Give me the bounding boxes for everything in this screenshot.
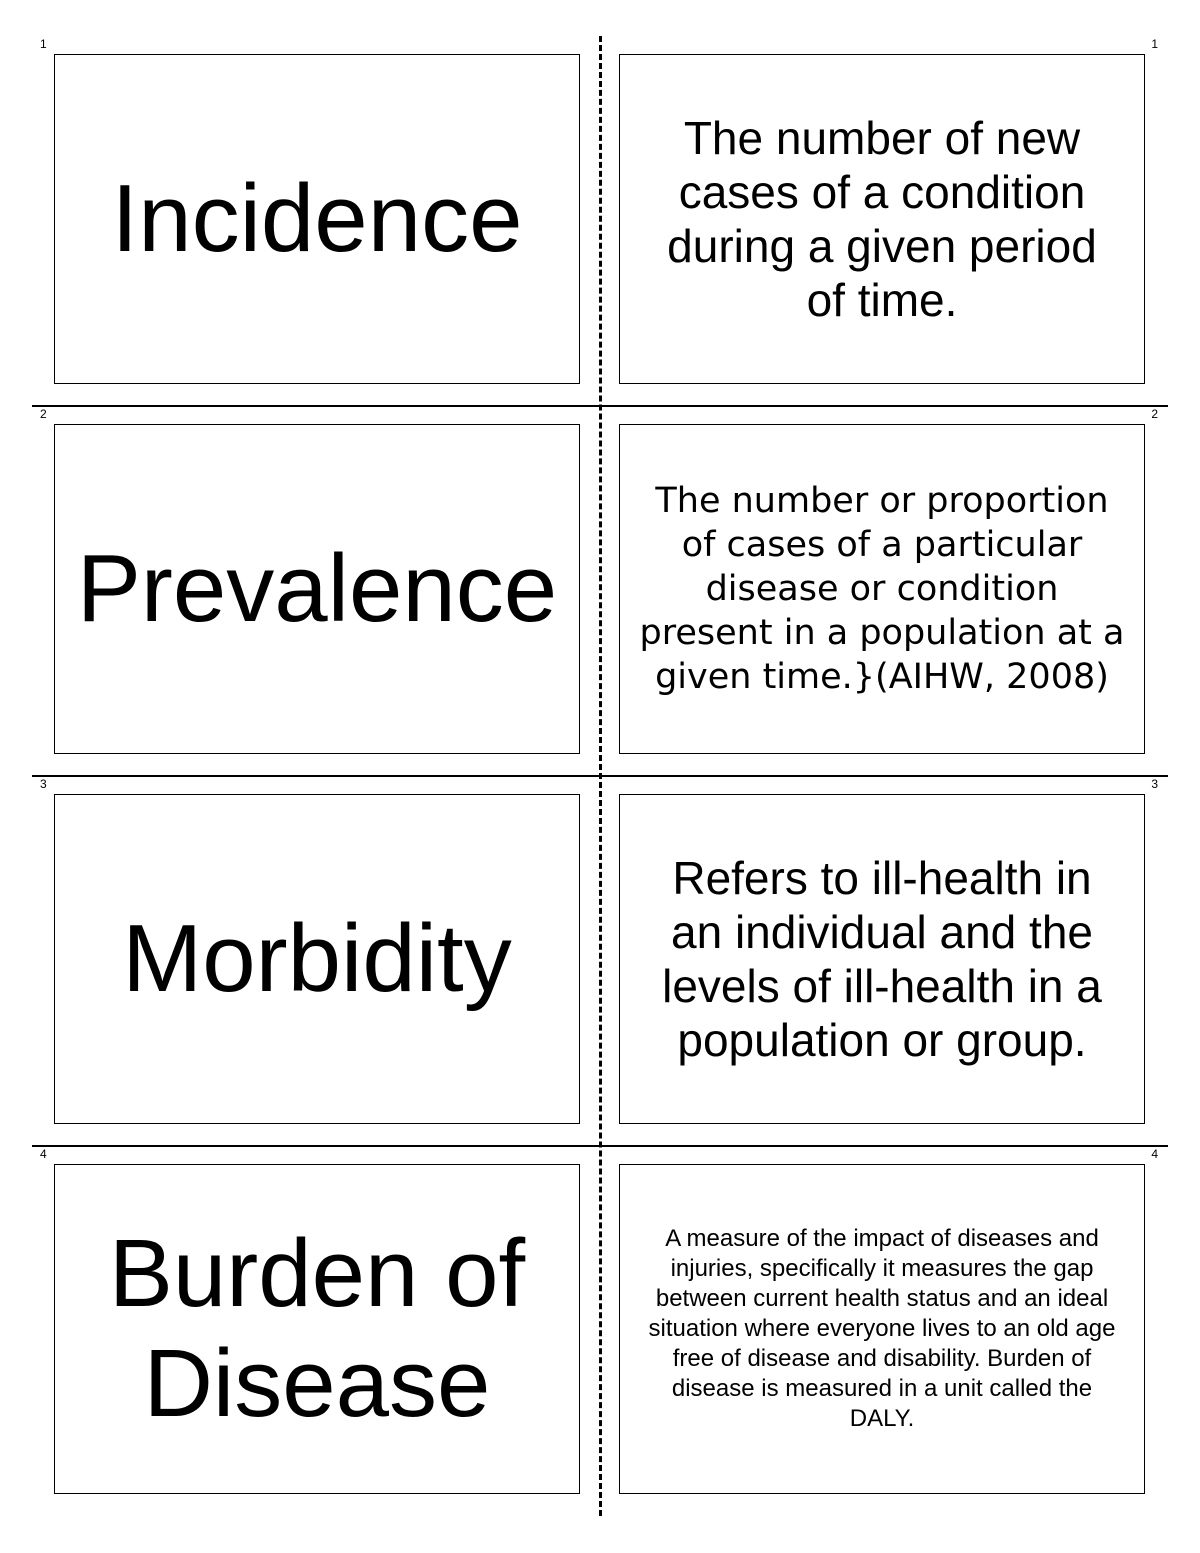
flashcard-back — [619, 1164, 1145, 1494]
card-definition: The number or proportion of cases of a particular disease or condition present in a population at a given time.}(AIHW, 2008) — [639, 481, 1125, 697]
card-number-front: 2 — [40, 407, 47, 421]
card-number-back: 4 — [1151, 1147, 1158, 1161]
card-number-front: 4 — [40, 1147, 47, 1161]
flashcard-back — [619, 794, 1145, 1124]
card-number-front: 3 — [40, 777, 47, 791]
card-number-back: 2 — [1151, 407, 1158, 421]
card-definition: A measure of the impact of diseases and injuries, specifically it measures the gap between current health status and an ideal situation where everyone lives to an old age free of disease and disability. Burden of disease is measured in a unit called the DALY. — [648, 1225, 1116, 1432]
card-term: Burden of Disease — [108, 1220, 526, 1437]
card-number-back: 1 — [1151, 37, 1158, 51]
card-number-front: 1 — [40, 37, 47, 51]
flashcard-front — [54, 54, 580, 384]
flashcard-row — [0, 776, 1200, 1146]
card-term: Incidence — [111, 165, 523, 272]
flashcard-front — [54, 1164, 580, 1494]
card-term: Prevalence — [76, 535, 558, 642]
flashcard-front — [54, 424, 580, 754]
flashcard-row — [0, 36, 1200, 406]
card-definition: The number of new cases of a condition during a given period of time. — [667, 112, 1097, 326]
flashcard-row — [0, 406, 1200, 776]
card-term: Morbidity — [122, 905, 512, 1012]
flashcard-row — [0, 1146, 1200, 1516]
card-definition: Refers to ill-health in an individual and the levels of ill-health in a population or group. — [662, 852, 1102, 1066]
flashcard-back — [619, 54, 1145, 384]
card-number-back: 3 — [1151, 777, 1158, 791]
flashcard-front — [54, 794, 580, 1124]
flashcard-back — [619, 424, 1145, 754]
